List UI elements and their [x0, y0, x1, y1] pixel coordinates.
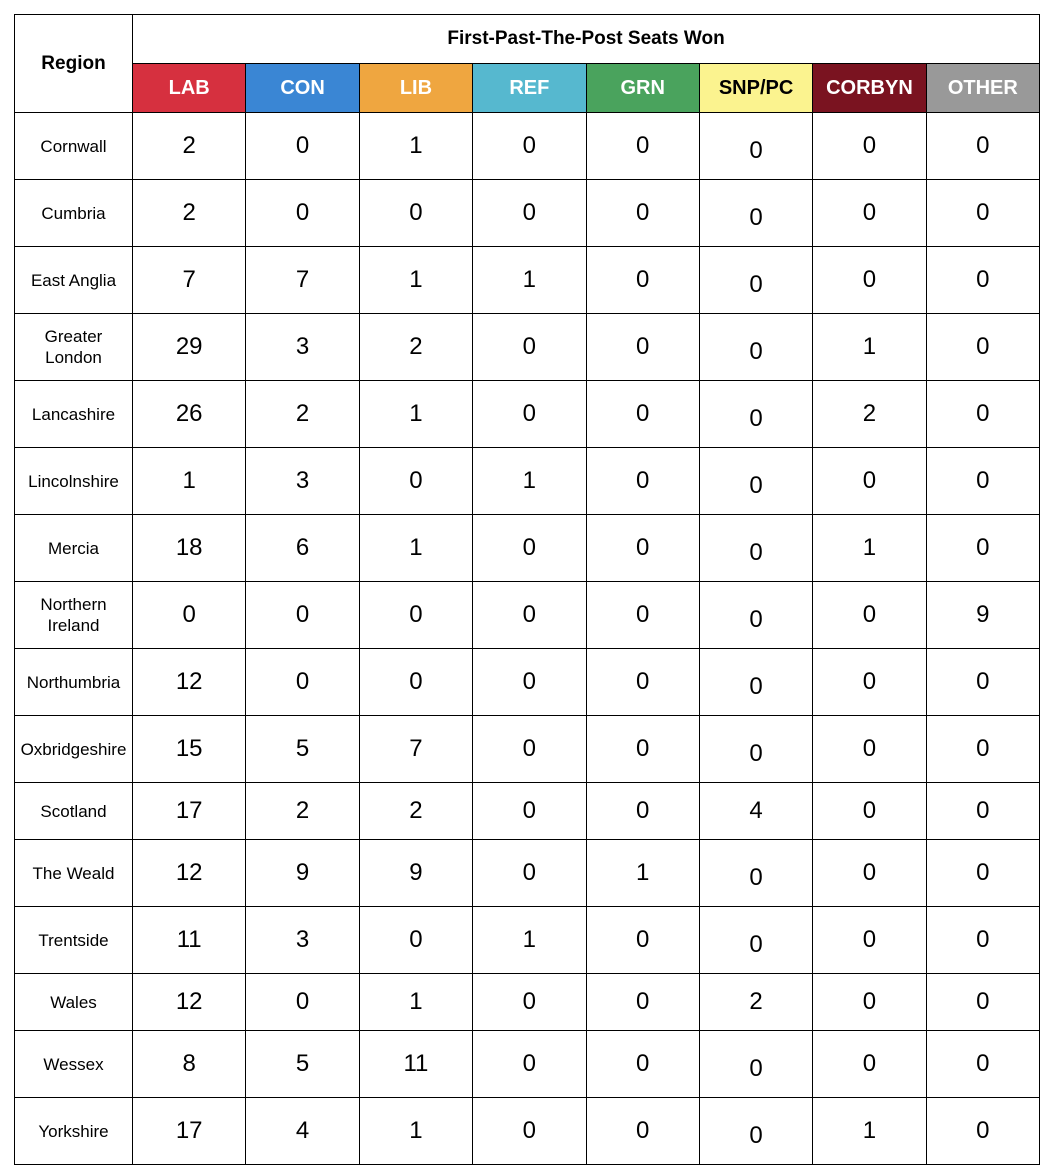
seat-count-ref: 0	[473, 716, 586, 783]
table-row	[15, 180, 1040, 247]
party-header-snp: SNP/PC	[699, 64, 812, 113]
seat-count-other: 0	[926, 314, 1039, 381]
seat-count-lab: 1	[133, 448, 246, 515]
table-row	[15, 515, 1040, 582]
seat-count-con: 3	[246, 907, 359, 974]
seat-count-lab: 12	[133, 974, 246, 1031]
seat-count-other: 0	[926, 1098, 1039, 1165]
seat-count-snp: 0	[699, 515, 812, 582]
seat-count-other: 0	[926, 840, 1039, 907]
seat-count-corbyn: 0	[813, 582, 926, 649]
table-row	[15, 314, 1040, 381]
table-row	[15, 381, 1040, 448]
seat-count-lib: 1	[359, 974, 472, 1031]
seat-count-snp: 0	[699, 314, 812, 381]
seat-count-lib: 2	[359, 314, 472, 381]
seat-count-snp: 0	[699, 716, 812, 783]
seat-count-other: 0	[926, 649, 1039, 716]
table-row	[15, 582, 1040, 649]
seat-count-lab: 15	[133, 716, 246, 783]
seat-count-snp: 0	[699, 381, 812, 448]
seat-count-ref: 0	[473, 1031, 586, 1098]
seat-count-grn: 0	[586, 515, 699, 582]
seat-count-grn: 0	[586, 180, 699, 247]
seat-count-other: 0	[926, 974, 1039, 1031]
region-name: Lincolnshire	[15, 448, 133, 515]
seat-count-corbyn: 1	[813, 515, 926, 582]
table-header	[15, 15, 1040, 113]
seat-count-ref: 0	[473, 974, 586, 1031]
seat-count-lib: 1	[359, 1098, 472, 1165]
seat-count-con: 4	[246, 1098, 359, 1165]
seat-count-corbyn: 0	[813, 1031, 926, 1098]
seat-count-snp: 0	[699, 649, 812, 716]
seat-count-lab: 11	[133, 907, 246, 974]
region-name: Oxbridgeshire	[15, 716, 133, 783]
seat-count-ref: 0	[473, 515, 586, 582]
seat-count-ref: 0	[473, 582, 586, 649]
seat-count-grn: 0	[586, 907, 699, 974]
seat-count-lib: 11	[359, 1031, 472, 1098]
seat-count-con: 9	[246, 840, 359, 907]
region-column-header: Region	[15, 15, 133, 113]
party-header-lib: LIB	[359, 64, 472, 113]
seat-count-snp: 0	[699, 448, 812, 515]
region-name: Lancashire	[15, 381, 133, 448]
seat-count-other: 0	[926, 515, 1039, 582]
seat-count-con: 6	[246, 515, 359, 582]
seat-count-lib: 0	[359, 582, 472, 649]
seat-count-con: 7	[246, 247, 359, 314]
seat-count-lab: 17	[133, 783, 246, 840]
seat-count-lab: 2	[133, 113, 246, 180]
seat-count-grn: 0	[586, 1031, 699, 1098]
seat-count-lib: 0	[359, 180, 472, 247]
seats-table	[14, 14, 1040, 1165]
table-row	[15, 649, 1040, 716]
seat-count-lib: 0	[359, 649, 472, 716]
seat-count-lib: 1	[359, 515, 472, 582]
seat-count-snp: 0	[699, 247, 812, 314]
region-name: Cumbria	[15, 180, 133, 247]
title-row	[15, 15, 1040, 64]
table-title: First-Past-The-Post Seats Won	[133, 15, 1040, 64]
seat-count-lab: 17	[133, 1098, 246, 1165]
table-row	[15, 1031, 1040, 1098]
table-row	[15, 1098, 1040, 1165]
region-name: Trentside	[15, 907, 133, 974]
seat-count-other: 0	[926, 1031, 1039, 1098]
table-row	[15, 907, 1040, 974]
seat-count-lib: 9	[359, 840, 472, 907]
seat-count-ref: 0	[473, 314, 586, 381]
seat-count-grn: 0	[586, 448, 699, 515]
seat-count-grn: 0	[586, 649, 699, 716]
seat-count-lib: 0	[359, 907, 472, 974]
table-row	[15, 247, 1040, 314]
seat-count-lab: 8	[133, 1031, 246, 1098]
region-name: Scotland	[15, 783, 133, 840]
party-header-other: OTHER	[926, 64, 1039, 113]
party-header-con: CON	[246, 64, 359, 113]
seat-count-snp: 0	[699, 582, 812, 649]
party-header-grn: GRN	[586, 64, 699, 113]
seat-count-corbyn: 1	[813, 1098, 926, 1165]
seat-count-lib: 1	[359, 113, 472, 180]
seat-count-corbyn: 0	[813, 649, 926, 716]
seat-count-ref: 0	[473, 649, 586, 716]
seat-count-snp: 2	[699, 974, 812, 1031]
seat-count-corbyn: 1	[813, 314, 926, 381]
seat-count-con: 0	[246, 582, 359, 649]
seat-count-other: 0	[926, 716, 1039, 783]
region-name: Northern Ireland	[15, 582, 133, 649]
seat-count-lab: 29	[133, 314, 246, 381]
table-body	[15, 113, 1040, 1165]
seat-count-other: 0	[926, 247, 1039, 314]
region-name: Wessex	[15, 1031, 133, 1098]
seat-count-lab: 7	[133, 247, 246, 314]
seat-count-con: 3	[246, 314, 359, 381]
seat-count-lib: 7	[359, 716, 472, 783]
seat-count-con: 2	[246, 381, 359, 448]
seat-count-con: 0	[246, 113, 359, 180]
seat-count-snp: 0	[699, 907, 812, 974]
seat-count-snp: 0	[699, 840, 812, 907]
region-name: East Anglia	[15, 247, 133, 314]
seat-count-con: 0	[246, 649, 359, 716]
seat-count-lab: 18	[133, 515, 246, 582]
seat-count-other: 0	[926, 783, 1039, 840]
seat-count-corbyn: 0	[813, 783, 926, 840]
region-name: Wales	[15, 974, 133, 1031]
seat-count-grn: 0	[586, 247, 699, 314]
seat-count-other: 0	[926, 113, 1039, 180]
seat-count-lab: 0	[133, 582, 246, 649]
seat-count-lib: 0	[359, 448, 472, 515]
party-header-ref: REF	[473, 64, 586, 113]
table-row	[15, 974, 1040, 1031]
region-name: The Weald	[15, 840, 133, 907]
party-header-row	[15, 64, 1040, 113]
seat-count-other: 0	[926, 448, 1039, 515]
seat-count-corbyn: 2	[813, 381, 926, 448]
seat-count-corbyn: 0	[813, 247, 926, 314]
seat-count-con: 0	[246, 974, 359, 1031]
seat-count-corbyn: 0	[813, 180, 926, 247]
region-name: Cornwall	[15, 113, 133, 180]
seat-count-grn: 0	[586, 1098, 699, 1165]
seat-count-lib: 2	[359, 783, 472, 840]
seat-count-lab: 12	[133, 840, 246, 907]
seat-count-grn: 0	[586, 314, 699, 381]
seat-count-con: 5	[246, 1031, 359, 1098]
table-row	[15, 113, 1040, 180]
table-row	[15, 840, 1040, 907]
seat-count-ref: 1	[473, 907, 586, 974]
table-row	[15, 448, 1040, 515]
seat-count-ref: 1	[473, 247, 586, 314]
seat-count-ref: 0	[473, 840, 586, 907]
seat-count-snp: 0	[699, 1031, 812, 1098]
seat-count-grn: 0	[586, 381, 699, 448]
seat-count-corbyn: 0	[813, 840, 926, 907]
seat-count-corbyn: 0	[813, 716, 926, 783]
region-name: Yorkshire	[15, 1098, 133, 1165]
seat-count-con: 3	[246, 448, 359, 515]
seat-count-lab: 26	[133, 381, 246, 448]
seat-count-corbyn: 0	[813, 974, 926, 1031]
table-row	[15, 783, 1040, 840]
seat-count-ref: 0	[473, 381, 586, 448]
seat-count-ref: 0	[473, 113, 586, 180]
seat-count-con: 2	[246, 783, 359, 840]
seat-count-snp: 0	[699, 1098, 812, 1165]
seat-count-grn: 0	[586, 716, 699, 783]
region-name: Mercia	[15, 515, 133, 582]
seat-count-ref: 0	[473, 180, 586, 247]
seat-count-other: 9	[926, 582, 1039, 649]
seat-count-corbyn: 0	[813, 113, 926, 180]
seat-count-ref: 1	[473, 448, 586, 515]
seat-count-snp: 4	[699, 783, 812, 840]
seat-count-other: 0	[926, 180, 1039, 247]
seat-count-ref: 0	[473, 783, 586, 840]
seat-count-grn: 0	[586, 582, 699, 649]
seat-count-con: 0	[246, 180, 359, 247]
seat-count-grn: 0	[586, 113, 699, 180]
seat-count-grn: 0	[586, 974, 699, 1031]
seat-count-corbyn: 0	[813, 448, 926, 515]
seat-count-lib: 1	[359, 381, 472, 448]
seat-count-other: 0	[926, 907, 1039, 974]
seat-count-con: 5	[246, 716, 359, 783]
seat-count-corbyn: 0	[813, 907, 926, 974]
region-name: Greater London	[15, 314, 133, 381]
seat-count-lab: 2	[133, 180, 246, 247]
seat-count-ref: 0	[473, 1098, 586, 1165]
seat-count-lab: 12	[133, 649, 246, 716]
seat-count-lib: 1	[359, 247, 472, 314]
seat-count-grn: 1	[586, 840, 699, 907]
seat-count-other: 0	[926, 381, 1039, 448]
seat-count-snp: 0	[699, 180, 812, 247]
region-name: Northumbria	[15, 649, 133, 716]
seat-count-grn: 0	[586, 783, 699, 840]
table-row	[15, 716, 1040, 783]
seat-count-snp: 0	[699, 113, 812, 180]
party-header-corbyn: CORBYN	[813, 64, 926, 113]
party-header-lab: LAB	[133, 64, 246, 113]
